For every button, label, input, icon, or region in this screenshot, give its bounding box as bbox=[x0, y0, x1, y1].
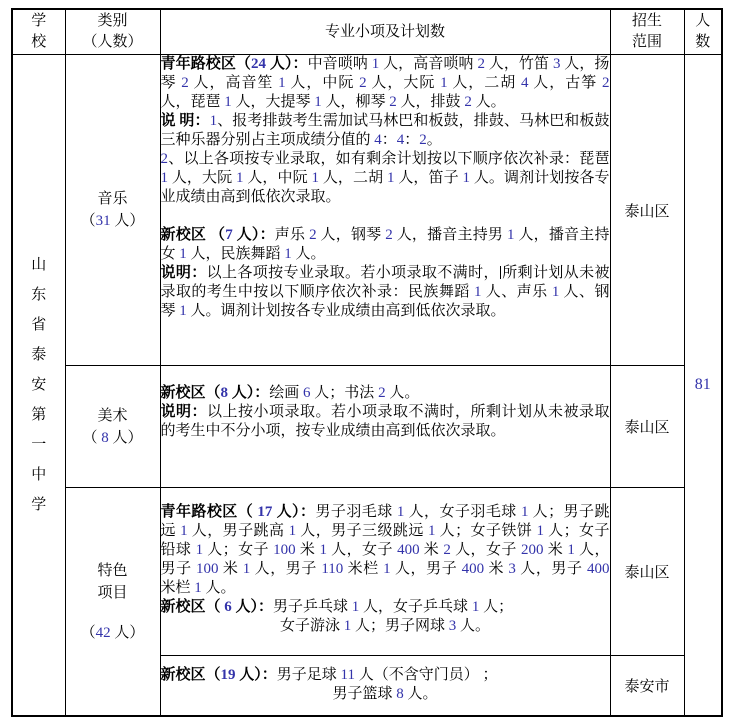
bold-lead-text: 说明： bbox=[160, 404, 207, 420]
body-text: 男子足球 11 人（不含守门员） ； bbox=[276, 666, 498, 683]
header-row bbox=[12, 9, 722, 55]
bold-lead-text: 新校区 （7 人）： bbox=[160, 227, 275, 243]
body-text: 声乐 2 人，钢琴 2 人，播音主持男 1 人，播音主持女 1 人，民族舞蹈 1 人。 bbox=[160, 227, 610, 262]
scope-cell-music: 泰山区 bbox=[610, 55, 684, 366]
paragraph bbox=[161, 55, 610, 112]
text-line: 音乐 bbox=[97, 191, 128, 207]
body-text: 以上按小项录取。若小项录取不满时，所剩计划从未被录取的考生中不分小项，按专业成绩由高到低依次录取。 bbox=[160, 404, 610, 439]
paragraph bbox=[161, 150, 610, 207]
bold-lead-text: 新校区（19 人）： bbox=[160, 666, 277, 683]
scope-cell-special-b: 泰安市 bbox=[610, 656, 684, 717]
text-line: 范围 bbox=[631, 34, 662, 50]
col-header-category bbox=[65, 9, 160, 55]
text-line: 项目 bbox=[97, 584, 128, 601]
text-line: 特色 bbox=[97, 562, 128, 579]
text-line: 第 bbox=[31, 407, 47, 423]
text-line: 数 bbox=[695, 34, 711, 50]
category-cell-art bbox=[65, 366, 160, 488]
text-line bbox=[66, 604, 160, 622]
bold-lead-text: 青年路校区（24 人）： bbox=[160, 56, 308, 72]
text-line: 专业小项及计划数 bbox=[324, 23, 445, 40]
bold-lead-text: 新校区（8 人）： bbox=[160, 385, 270, 401]
bold-lead-text: 说 明： bbox=[160, 113, 210, 129]
category-cell-music bbox=[65, 55, 160, 366]
col-header-count bbox=[684, 9, 722, 55]
text-line: 东 bbox=[31, 287, 47, 303]
text-line: 省 bbox=[31, 317, 47, 333]
school-name-cell bbox=[12, 55, 65, 717]
scope-cell-art: 泰山区 bbox=[610, 366, 684, 488]
enrollment-plan-document bbox=[11, 8, 723, 717]
paragraph bbox=[161, 403, 610, 441]
text-line: 学 bbox=[31, 497, 47, 513]
text-line: 校 bbox=[31, 34, 47, 50]
text-line: 美术 bbox=[97, 407, 128, 424]
paragraph bbox=[161, 112, 610, 150]
text-line: （ 8 人） bbox=[82, 429, 143, 446]
plan-cell-music bbox=[160, 55, 610, 366]
body-text: 女子游泳 1 人；男子网球 3 人。 bbox=[279, 618, 491, 634]
body-text: 以上各项按专业录取。若小项录取不满时， bbox=[206, 265, 499, 281]
col-header-scope bbox=[610, 9, 684, 55]
plan-cell-art bbox=[160, 366, 610, 488]
text-line: （31 人） bbox=[80, 213, 145, 229]
body-text: 男子乒乓球 1 人，女子乒乓球 1 人； bbox=[273, 599, 514, 615]
col-header-school bbox=[12, 9, 65, 55]
bold-lead-text: 新校区（ 6 人）： bbox=[160, 599, 274, 615]
text-line: 人 bbox=[695, 13, 711, 29]
bold-lead-text: 说明： bbox=[160, 265, 207, 281]
body-text: 男子篮球 8 人。 bbox=[332, 685, 438, 702]
body-text: 中音唢呐 1 人，高音唢呐 2 人，竹笛 3 人，扬琴 2 人，高音笙 1 人，中阮 2 人，大阮 1 人，二胡 4 人，古筝 2 人，琵琶 1 人，大提琴 1 人，柳琴 2 人，排鼓 2 人。 bbox=[160, 56, 610, 110]
enrollment-table bbox=[11, 8, 723, 717]
paragraph bbox=[161, 384, 610, 403]
row-music bbox=[12, 55, 722, 366]
text-cursor bbox=[500, 266, 501, 279]
body-text: 2、以上各项按专业录取，如有剩余计划按以下顺序依次补录：琵琶 1 人，大阮 1 人，中阮 1 人，二胡 1 人，笛子 1 人。调剂计划按各专业成绩由高到低依次录取。 bbox=[160, 151, 610, 205]
paragraph-spacer bbox=[161, 207, 610, 226]
total-count-cell bbox=[684, 55, 722, 717]
body-text: 所剩计划从未被录取的考生中按以下顺序依次补录：民族舞蹈 1 人、声乐 1 人、钢琴 1 人。调剂计划按各专业成绩由高到低依次录取。 bbox=[160, 265, 610, 319]
row-special-projects bbox=[12, 488, 722, 656]
paragraph bbox=[161, 264, 610, 321]
text-line: 安 bbox=[31, 377, 47, 393]
col-header-plan bbox=[160, 9, 610, 55]
bold-lead-text: 青年路校区（ 17 人）： bbox=[160, 504, 316, 520]
paragraph bbox=[161, 226, 610, 264]
text-line: 一 bbox=[31, 437, 47, 453]
text-line: 泰 bbox=[31, 347, 47, 363]
text-line: 类别 bbox=[97, 13, 128, 29]
body-text: 男子羽毛球 1 人，女子羽毛球 1 人；男子跳远 1 人，男子跳高 1 人，男子三级跳远 1 人；女子铁饼 1 人；女子铅球 1 人；女子 100 米 1 人，女子 400 米 2 人，女子 200 米 1 人，男子 100 米 1 人，男子 110 米栏 1 人，男子 400 米 3 人，男子 400 米栏 1 人。 bbox=[160, 504, 610, 596]
plan-cell-special-a bbox=[160, 488, 610, 656]
text-line: 中 bbox=[31, 467, 47, 483]
paragraph bbox=[161, 503, 610, 598]
plan-cell-special-b bbox=[160, 656, 610, 717]
text-line: （42 人） bbox=[80, 624, 145, 641]
scope-cell-special-a: 泰山区 bbox=[610, 488, 684, 656]
text-line: 学 bbox=[31, 13, 47, 29]
body-text: 绘画 6 人；书法 2 人。 bbox=[269, 385, 420, 401]
paragraph bbox=[161, 685, 610, 704]
text-line: 81 bbox=[694, 376, 711, 393]
body-text: 1、报考排鼓考生需加试马林巴和板鼓，排鼓、马林巴和板鼓三种乐器分别占主项成绩分值的 4：4：2。 bbox=[160, 113, 610, 148]
paragraph bbox=[161, 598, 610, 617]
paragraph bbox=[161, 617, 610, 636]
text-line: 山 bbox=[31, 257, 47, 273]
text-line: （人数） bbox=[82, 34, 143, 50]
text-line: 招生 bbox=[631, 13, 662, 29]
row-art bbox=[12, 366, 722, 488]
